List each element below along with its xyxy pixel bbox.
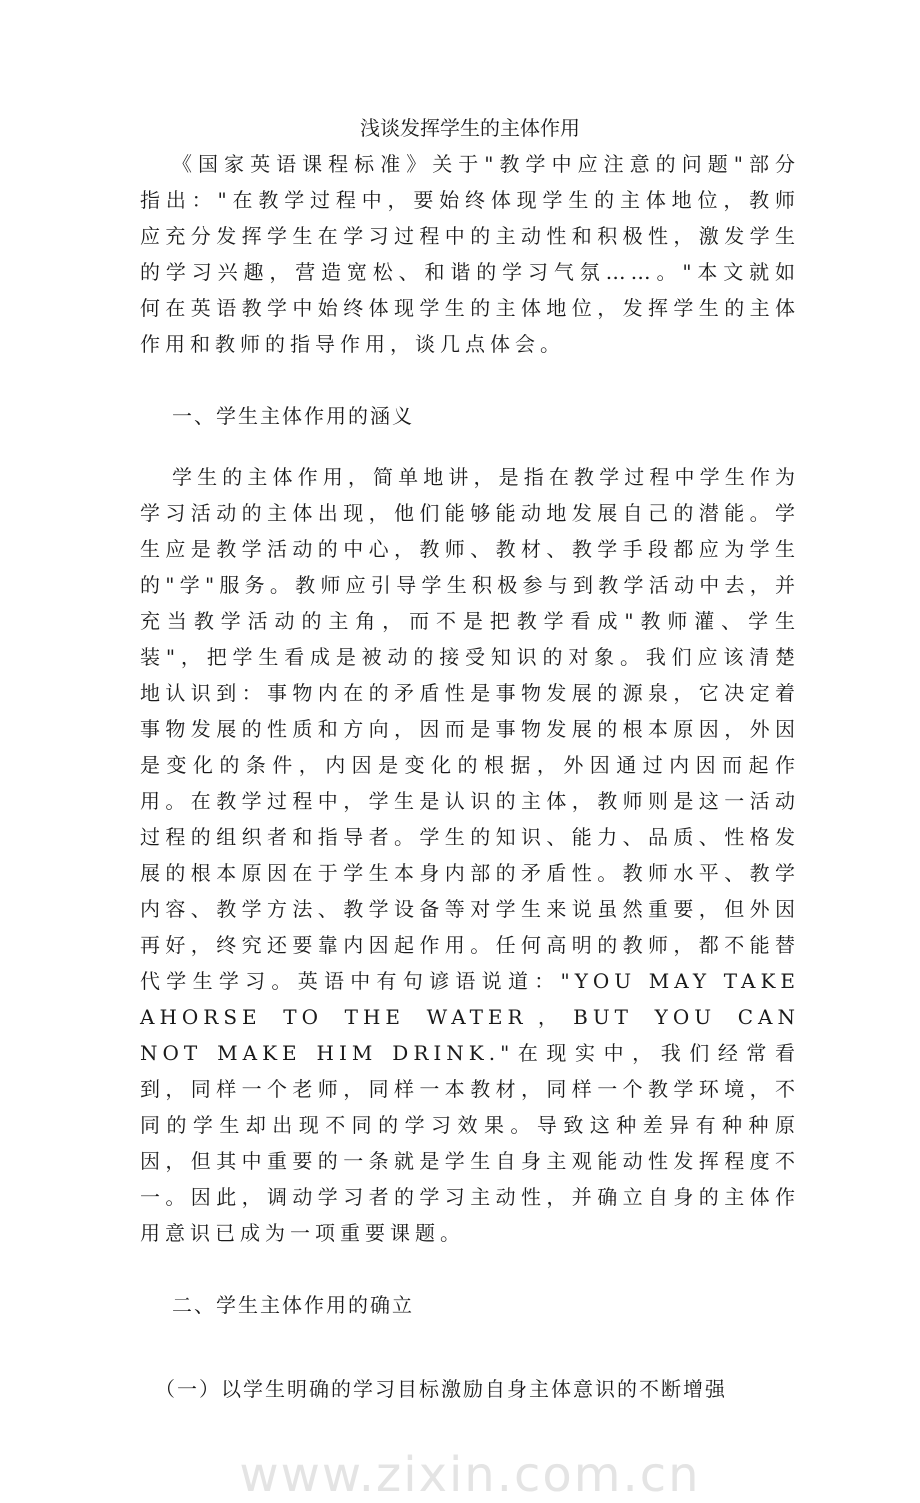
document-page	[140, 0, 800, 1503]
text-line: 在英语教学中始终体现学生的主体地位，发挥学生的主体作用和教师的指导作用，	[140, 296, 801, 356]
text-line: 何高明的教师，都不能替代学生学习。英语中有句谚语说道："YOU MAY TAKE A	[140, 933, 800, 1029]
text-line: 充当教学活动的主角，而不是把教学看成"教师灌、学生装"，把学生看成是被动	[140, 609, 800, 669]
text-line: 的接受知识的对象。我们应该清楚地认识到：事物内在的矛盾性是事物发展的源	[140, 645, 801, 705]
text-line: 同的学习效果。导致这种差异有种种原因，但其中重要的一条就是学生自身主观	[140, 1113, 801, 1173]
text-line: 教学手段都应为学生的"学"服务。教师应引导学生积极参与到教学活动中去，并	[140, 537, 801, 597]
text-line: 性格发展的根本原因在于学生本身内部的矛盾性。教师水平、教学内容、教学方	[140, 825, 801, 921]
text-line: 谈几点体会。	[415, 332, 565, 356]
text-line: 中，要始终体现学生的主体地位，教师应充分发挥学生在学习过程中的主动性和	[140, 188, 800, 248]
section-heading-2: 二、学生主体作用的确立	[172, 1293, 414, 1317]
text-line: 看到，同样一个老师，同样一本教材，同样一个教学环境，不同的学生却出现不	[140, 1041, 800, 1137]
text-line: 识的主体，教师则是这一活动过程的组织者和指导者。学生的知识、能力、品质、	[140, 789, 801, 849]
paragraph-meaning	[140, 459, 800, 1251]
watermark: www.zixin.com.cn	[239, 1447, 701, 1503]
text-line: 意识已成为一项重要课题。	[165, 1221, 465, 1245]
subsection-heading-1: （一）以学生明确的学习目标激励自身主体意识的不断增强	[155, 1377, 727, 1401]
text-line: 能动性发挥程度不一。因此，调动学习者的学习主动性，并确立自身的主体作用	[140, 1149, 801, 1245]
text-line: 现，他们能够能动地发展自己的潜能。学生应是教学活动的中心，教师、教材、	[140, 501, 801, 561]
section-heading-1: 一、学生主体作用的涵义	[172, 404, 414, 428]
text-line: 积极性，激发学生的学习兴趣，营造宽松、和谐的学习气氛……。"本文就如何	[140, 224, 801, 320]
text-line: 的条件，内因是变化的根据，外因通过内因而起作用。在教学过程中，学生是认	[140, 753, 800, 813]
text-line: 泉，它决定着事物发展的性质和方向，因而是事物发展的根本原因，外因是变化	[140, 681, 801, 777]
text-line: 法、教学设备等对学生来说虽然重要，但外因再好，终究还要靠内因起作用。任	[140, 897, 801, 957]
document-title: 浅谈发挥学生的主体作用	[360, 116, 580, 140]
text-line: 学生的主体作用，简单地讲，是指在教学过程中学生作为学习活动的主体出	[140, 465, 800, 525]
text-line: HORSE TO THE WATER，BUT YOU CAN NOT MAKE HIM DRINK."在现实中，我们经常	[140, 1005, 800, 1065]
text-line: 《国家英语课程标准》关于"教学中应注意的问题"部分指出："在教学过程	[140, 152, 800, 212]
paragraph-intro	[140, 146, 800, 362]
